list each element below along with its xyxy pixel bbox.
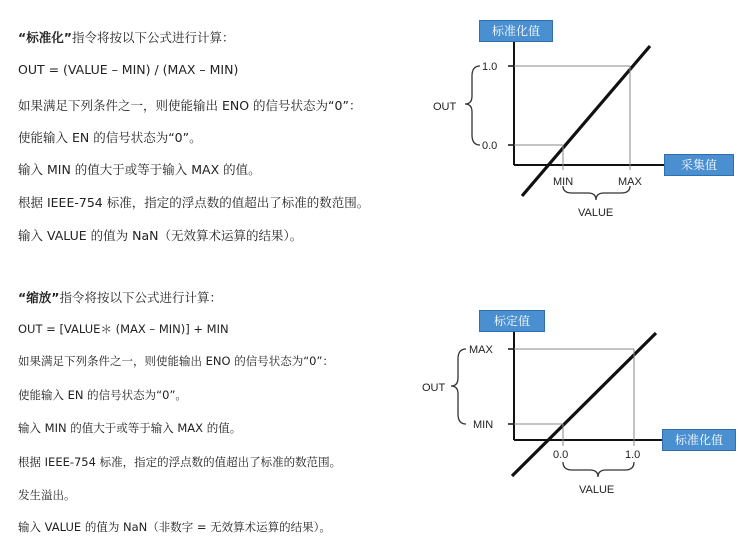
normalize-out-brace xyxy=(465,66,480,145)
normalize-curve xyxy=(522,46,650,196)
normalize-x-left-label: MIN xyxy=(553,176,574,188)
normalize-x-right-label: MAX xyxy=(618,176,642,188)
normalize-out-label: OUT xyxy=(433,101,457,113)
normalize-y-top-label: 1.0 xyxy=(482,61,498,73)
scale-x-box: 标准化值 xyxy=(662,429,736,451)
normalize-value-label: VALUE xyxy=(578,207,614,219)
normalize-formula: OUT = (VALUE – MIN) / (MAX – MIN) xyxy=(18,62,239,77)
normalize-condition-intro: 如果满足下列条件之一，则使能输出 ENO 的信号状态为“0”： xyxy=(18,98,362,113)
scale-x-right-label: 1.0 xyxy=(625,449,641,461)
scale-condition-intro: 如果满足下列条件之一，则使能输出 ENO 的信号状态为“0”： xyxy=(18,354,334,368)
normalize-title-bold: “标准化” xyxy=(18,30,72,45)
scale-value-label: VALUE xyxy=(579,484,615,496)
scale-out-label: OUT xyxy=(422,382,446,394)
scale-condition-nan: 输入 VALUE 的值为 NaN（非数字 = 无效算术运算的结果）。 xyxy=(18,520,331,534)
normalize-title-rest: 指令将按以下公式进行计算： xyxy=(71,30,235,45)
scale-title-bold: “缩放” xyxy=(18,290,60,305)
scale-value-brace xyxy=(563,462,634,477)
normalize-diagram xyxy=(433,40,672,219)
normalize-condition-nan: 输入 VALUE 的值为 NaN（无效算术运算的结果）。 xyxy=(18,228,303,243)
scale-condition-min-max: 输入 MIN 的值大于或等于输入 MAX 的值。 xyxy=(18,421,242,435)
normalize-condition-ieee: 根据 IEEE-754 标准，指定的浮点数的值超出了标准的数范围。 xyxy=(18,195,370,210)
scale-condition-en: 使能输入 EN 的信号状态为“0”。 xyxy=(18,388,187,402)
scale-y-bottom-label: MIN xyxy=(473,419,494,431)
scale-title-rest: 指令将按以下公式进行计算： xyxy=(59,290,222,305)
normalize-y-box: 标准化值 xyxy=(479,20,553,42)
scale-out-brace xyxy=(451,349,466,424)
normalize-condition-min-max: 输入 MIN 的值大于或等于输入 MAX 的值。 xyxy=(18,162,261,177)
scale-y-box: 标定值 xyxy=(479,310,545,332)
scale-condition-overflow: 发生溢出。 xyxy=(18,488,76,502)
scale-y-top-label: MAX xyxy=(469,344,493,356)
scale-x-left-label: 0.0 xyxy=(553,449,569,461)
scale-condition-ieee: 根据 IEEE-754 标准，指定的浮点数的值超出了标准的数范围。 xyxy=(18,455,342,469)
normalize-y-bottom-label: 0.0 xyxy=(482,140,498,152)
scale-diagram xyxy=(422,330,672,496)
normalize-x-box: 采集值 xyxy=(664,154,734,176)
normalize-value-brace xyxy=(563,186,630,200)
scale-formula: OUT = [VALUE＊ (MAX – MIN)] + MIN xyxy=(18,322,229,336)
normalize-condition-en: 使能输入 EN 的信号状态为“0”。 xyxy=(18,130,202,145)
